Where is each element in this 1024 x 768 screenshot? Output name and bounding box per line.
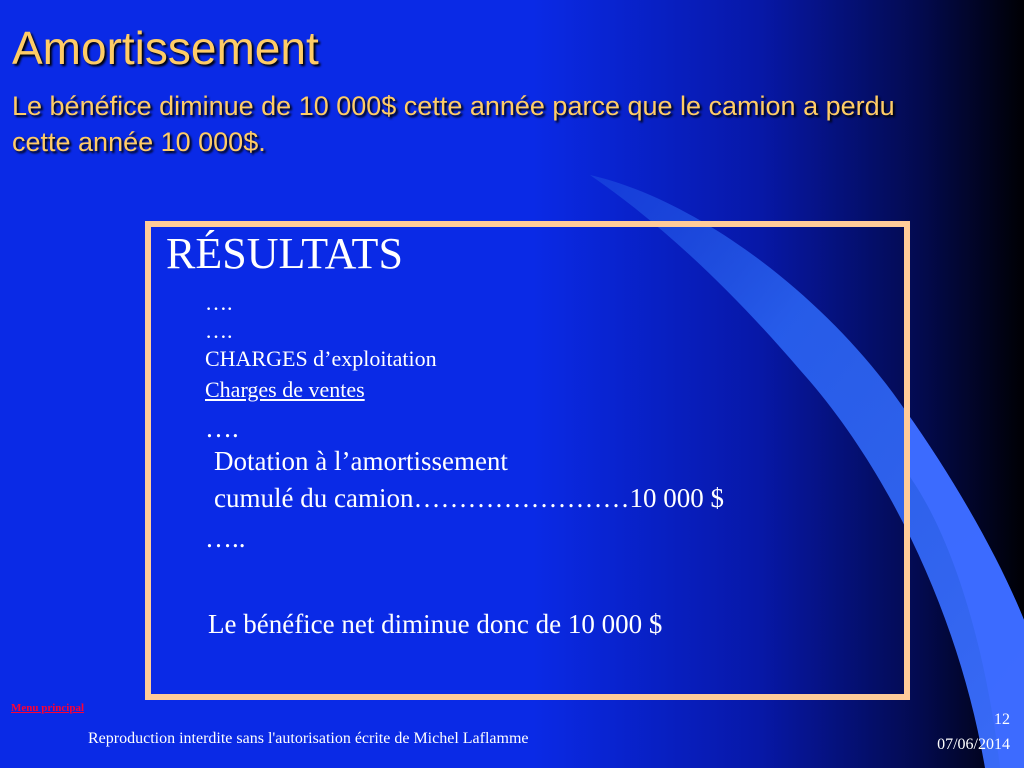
slide-number: 12 bbox=[994, 711, 1010, 728]
ellipsis-line-2: …. bbox=[205, 318, 233, 343]
slide-title: Amortissement bbox=[12, 22, 319, 74]
results-heading: RÉSULTATS bbox=[166, 229, 403, 278]
ellipsis-line-4: ….. bbox=[205, 523, 246, 553]
slide-subtitle: Le bénéfice diminue de 10 000$ cette année parce que le camion a perdu cette année 10 000$. bbox=[12, 91, 895, 157]
conclusion-text: Le bénéfice net diminue donc de 10 000 $ bbox=[208, 609, 663, 639]
dotation-label-line-2: cumulé du camion……………………10 000 $ bbox=[214, 483, 724, 513]
charges-exploitation-label: CHARGES d’exploitation bbox=[205, 346, 437, 371]
charges-ventes-label: Charges de ventes bbox=[205, 377, 365, 402]
dotation-label-line-1: Dotation à l’amortissement bbox=[214, 446, 508, 476]
ellipsis-line-3: …. bbox=[205, 413, 239, 443]
ellipsis-line-1: …. bbox=[205, 290, 233, 315]
menu-principal-link[interactable]: Menu principal bbox=[11, 702, 85, 714]
slide-date: 07/06/2014 bbox=[937, 736, 1010, 753]
copyright-notice: Reproduction interdite sans l'autorisation écrite de Michel Laflamme bbox=[88, 730, 529, 747]
